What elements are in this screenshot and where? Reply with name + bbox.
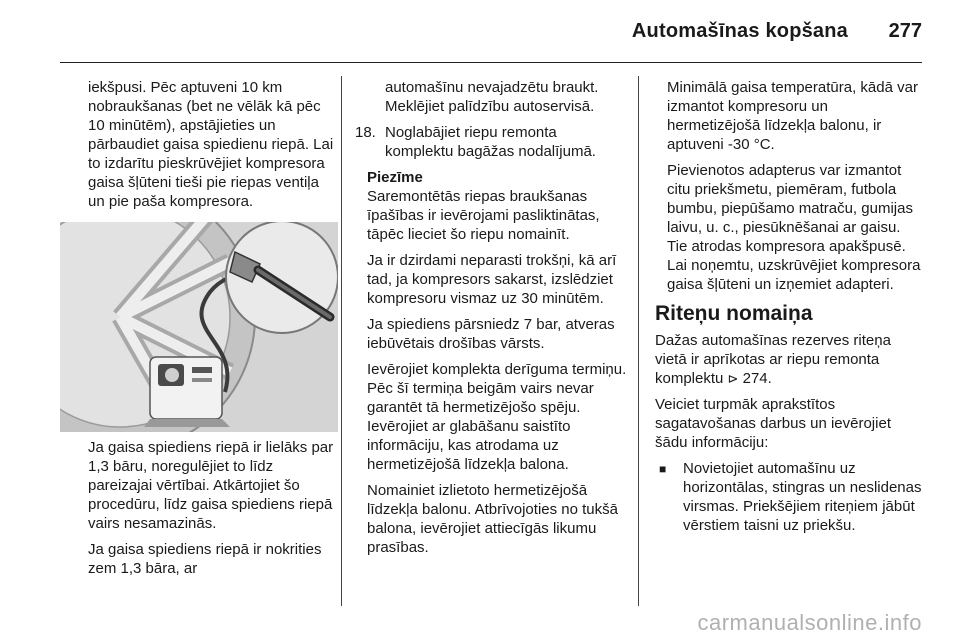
note-label: Piezīme [367,169,423,186]
note-paragraph-5: Nomainiet izlietoto hermetizējošā līdzekļa balonu. Atbrīvojoties no tukšā balona, ievērojiet attiecīgās likumu prasības. [367,482,618,556]
col3-paragraph-2: Pievienotos adapterus var izmantot citu priekšmetu, piemēram, futbola bumbu, piepūšamo matraču, gumijas laivu, u. c., piesūknēšanai ar gaisu. Tie atrodas kompresora apakšpusē. Lai noņemtu, uzskrūvējiet kompresora gaisa šļūteni un izņemiet adapteri. [667,162,921,293]
col3-paragraph-3-text: Dažas automašīnas rezerves riteņa vietā ir aprīkotas ar riepu remonta komplektu [655,332,891,387]
column-1 [88,78,338,218]
bullet-square-icon: ■ [659,462,667,476]
col3-paragraph-3 [655,331,923,388]
column-1-lower [88,438,338,585]
col3-paragraph-4: Veiciet turpmāk aprakstītos sagatavošanas darbus un ievērojiet šādu informāciju: [655,396,891,451]
bullet-item-1-text: Novietojiet automašīnu uz horizontālas, stingras un neslidenas virsmas. Priekšējiem riteņiem jābūt vērstiem taisni uz priekšu. [683,460,922,534]
page-reference-arrow-icon: ⊳ [727,371,739,386]
col2-paragraph-1: automašīnu nevajadzētu braukt. Meklējiet palīdzību autoservisā. [385,79,599,115]
column-2 [355,78,627,564]
col1-paragraph-1: iekšpusi. Pēc aptuveni 10 km nobraukšanas (bet ne vēlāk kā pēc 10 minūtēm), apstājieties un pārbaudiet gaisa spiedienu riepā. Lai to izdarītu pieskrūvējiet kompresora gaisa šļūteni tieši pie riepas ventiļa un pie paša kompresora. [88,79,334,210]
header-title: Automašīnas kopšana [631,20,848,42]
page-number: 277 [888,20,922,42]
page-reference-link[interactable]: 274. [742,370,772,387]
watermark: carmanualsonline.info [697,610,922,635]
column-3 [655,78,923,542]
compressor-figure [60,222,338,432]
column-divider-1 [341,76,342,606]
column-divider-2 [638,76,639,606]
note-paragraph-1: Saremontētās riepas braukšanas īpašības ir ievērojami pasliktinātas, tāpēc lieciet šo riepu nomainīt. [367,188,600,243]
bullet-item-1 [655,459,923,535]
header-rule [60,62,922,63]
step-18 [355,123,627,161]
col3-paragraph-1: Minimālā gaisa temperatūra, kādā var izmantot kompresoru un hermetizējošā līdzekļa balonu, ir aptuveni -30 °C. [667,79,918,153]
note-paragraph-2: Ja ir dzirdami neparasti trokšņi, kā arī tad, ja kompresors sakarst, izslēdziet kompresoru vismaz uz 30 minūtēm. [367,252,617,307]
note-paragraph-3: Ja spiediens pārsniedz 7 bar, atveras iebūvētais drošības vārsts. [367,316,615,352]
section-heading: Riteņu nomaiņa [655,302,813,325]
col1-paragraph-3: Ja gaisa spiediens riepā ir nokrities zem 1,3 bāra, ar [88,541,322,577]
step-18-text: Noglabājiet riepu remonta komplektu bagāžas nodalījumā. [385,124,596,160]
compressor-hose-valve-icon [60,222,338,432]
col1-paragraph-2: Ja gaisa spiediens riepā ir lielāks par 1,3 bāru, noregulējiet to līdz pareizajai vērtībai. Atkārtojiet šo procedūru, līdz gaisa spiediens riepā vairs nesamazinās. [88,439,334,532]
note-block [355,168,627,557]
step-18-number: 18. [355,124,376,141]
note-paragraph-4: Ievērojiet komplekta derīguma termiņu. Pēc šī termiņa beigām vairs nevar garantēt tā hermetizējošo spēju. Ievērojiet ar glabāšanu saistīto informāciju, kas atrodama uz hermetizējošā līdzekļa balona. [367,361,627,473]
